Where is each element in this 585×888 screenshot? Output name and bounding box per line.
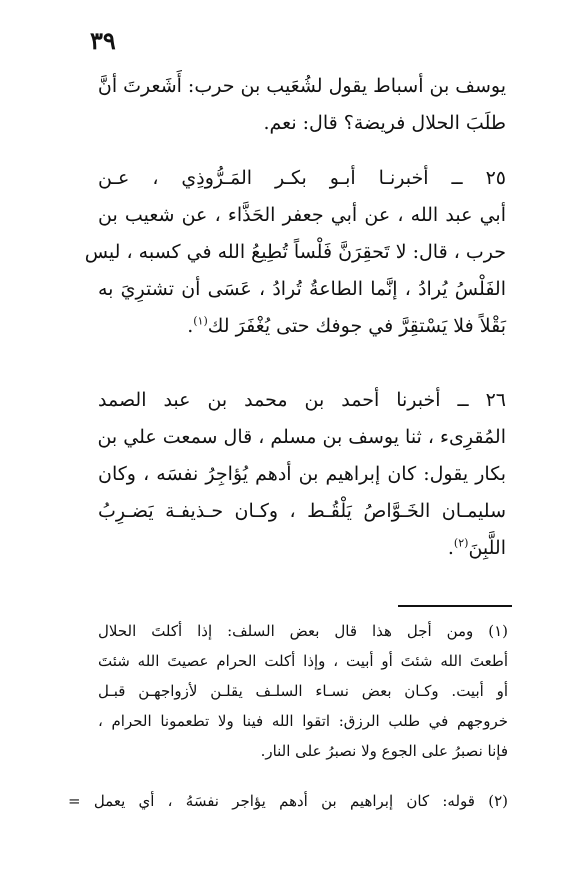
footnote-line: فإنا نصبرُ على الجوع ولا نصبرُ على النار. bbox=[260, 742, 508, 760]
footnote-marker: (١) bbox=[193, 314, 208, 328]
text-line: يوسف بن أسباط يقول لشُعَيب بن حرب: أَشَعرتَ أنَّ bbox=[97, 75, 506, 97]
text-line bbox=[98, 530, 506, 567]
text-span: بَقْلاً فلا يَسْتقِرَّ في جوفك حتى يُغْفَرَ لك bbox=[207, 315, 506, 337]
footnote-2 bbox=[68, 786, 508, 816]
footnote-separator bbox=[398, 605, 512, 607]
text-line: حرب ، قال: لا تَحقِرَنَّ فَلْساً تُطِيعُ الله في كسبه ، ليس bbox=[84, 241, 506, 263]
footnote-marker: (٢) bbox=[453, 536, 469, 550]
text-span: اللَّبِنَ bbox=[468, 537, 506, 559]
footnote-line: خروجهم في طلب الرزق: اتقوا الله فينا ولا تطعمونا الحرام ، bbox=[98, 712, 508, 730]
text-line: المُقرِىء ، ثنا يوسف بن مسلم ، قال سمعت علي بن bbox=[97, 426, 506, 448]
footnote-line: (٢) قوله: كان إبراهيم بن أدهم يؤاجر نفسَهُ ، أي يعمل = bbox=[68, 792, 508, 810]
text-line: سليمـان الخَـوَّاصُ يَلْقُـط ، وكـان حـذيفـة يَضـرِبُ bbox=[98, 500, 506, 522]
footnote-line: أو أبيت. وكـان بعض نسـاء السلـف يقلـن لأزواجهـن قبـل bbox=[98, 682, 508, 700]
text-line: ٢٦ ــ أخبرنا أحمد بن محمد بن عبد الصمد bbox=[98, 389, 506, 411]
text-line: أبي عبد الله ، عن أبي جعفر الحَذَّاء ، عن شعيب بن bbox=[98, 204, 506, 226]
paragraph-25 bbox=[84, 160, 506, 345]
text-line: ٢٥ ــ أخبرنـا أبـو بكـر المَـرُّوذِي ، عـن bbox=[98, 167, 506, 189]
footnote-line: أطعتَ الله شئتَ أو أبيت ، وإذا أكلت الحرام عصيتَ الله شئتَ bbox=[98, 652, 508, 670]
text-line bbox=[98, 308, 506, 345]
page-number: ٣٩ bbox=[90, 26, 116, 55]
period: . bbox=[187, 315, 194, 337]
text-line: بكار يقول: كان إبراهيم بن أدهم يُؤاجِرُ نفسَه ، وكان bbox=[98, 463, 506, 485]
paragraph-continuation bbox=[98, 68, 506, 142]
text-line: طلَبَ الحلال فريضة؟ قال: نعم. bbox=[263, 112, 506, 134]
footnote-line: (١) ومن أجل هذا قال بعض السلف: إذا أكلتَ الحلال bbox=[98, 622, 508, 640]
text-line: الفَلْسُ يُرادُ ، إنَّما الطاعةُ تُرادُ ، عَسَى أن تشترِيَ به bbox=[98, 278, 506, 300]
paragraph-26 bbox=[98, 382, 506, 567]
footnote-1 bbox=[98, 616, 508, 766]
period: . bbox=[447, 537, 454, 559]
